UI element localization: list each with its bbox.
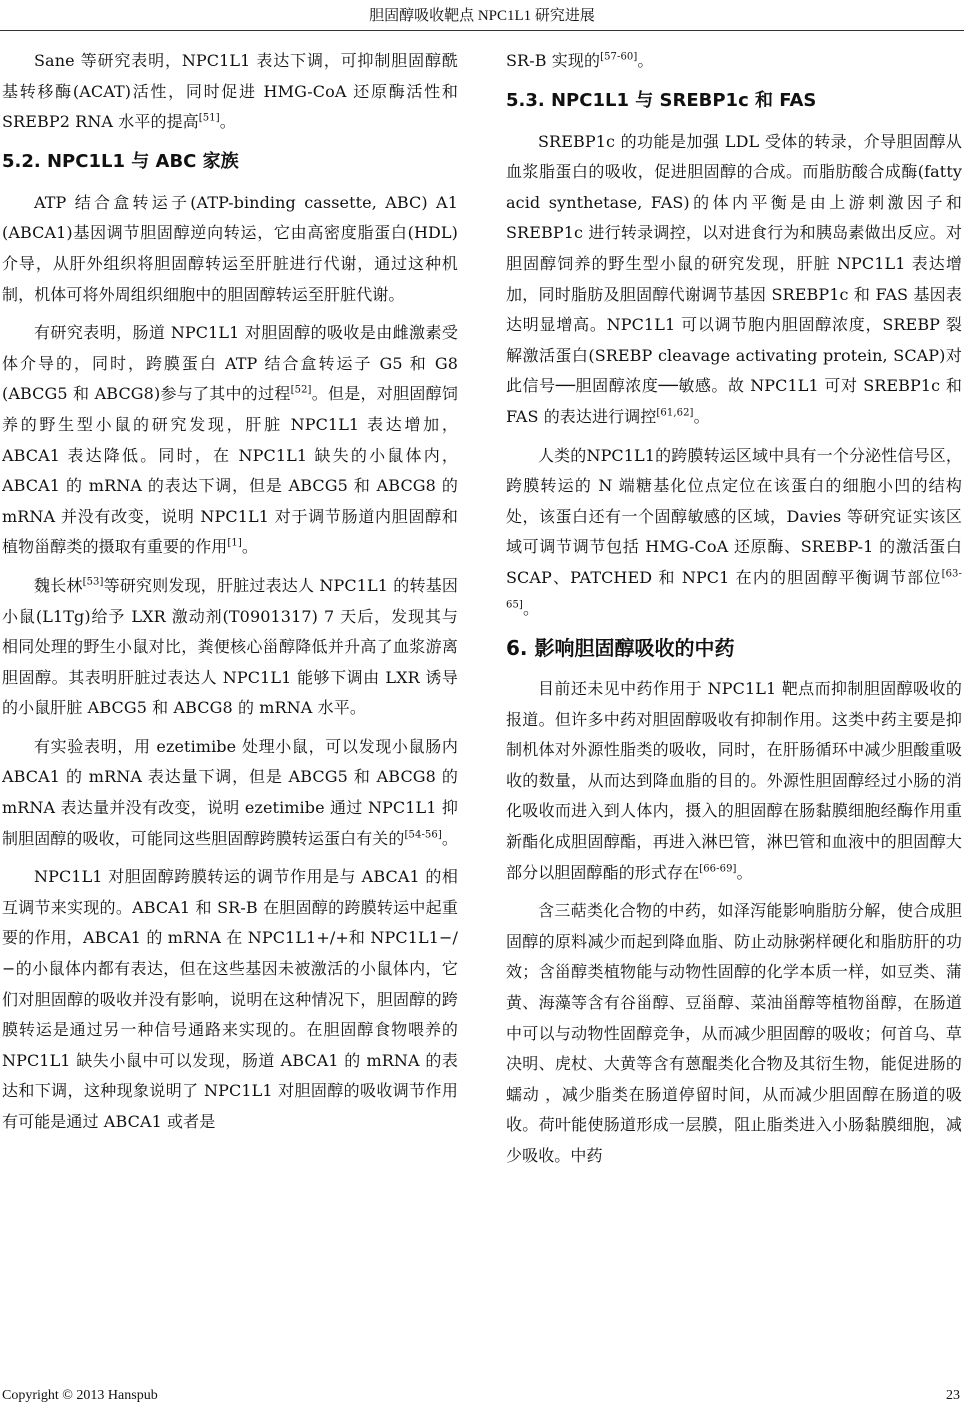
section-heading-5-2: 5.2. NPC1L1 与 ABC 家族 <box>2 150 239 172</box>
paragraph-tail: 。 <box>736 862 753 882</box>
paragraph-srebp1c-fas <box>506 127 962 433</box>
paragraph-ezetimibe <box>2 732 458 854</box>
section-heading-6: 6. 影响胆固醇吸收的中药 <box>506 636 735 661</box>
citation: [63-65] <box>506 568 962 611</box>
paragraph-text: 。但是，对胆固醇饲养的野生型小鼠的研究发现，肝脏 NPC1L1 表达增加，ABCA1 表达降低。同时，在 NPC1L1 缺失的小鼠体内，ABCA1 的 mRNA 的表达下调，但是 ABCG5 和 ABCG8 的 mRNA 并没有改变，说明 NPC1L1 对于调节肠道内胆固醇和植物甾醇类的摄取有重要的作用 <box>2 384 458 557</box>
paragraph-text: SREBP1c 的功能是加强 LDL 受体的转录，介导胆固醇从血浆脂蛋白的吸收，促进胆固醇的合成。而脂肪酸合成酶(fatty acid synthetase, FAS)的体内平衡是由上游刺激因子和 SREBP1c 进行转录调控，以对进食行为和胰岛素做出反应。对胆固醇饲养的野生型小鼠的研究发现，肝脏 NPC1L1 表达增加，同时脂肪及胆固醇代谢调节基因 SREBP1c 和 FAS 基因表达明显增高。NPC1L1 可以调节胞内胆固醇浓度，SREBP 裂解激活蛋白(SREBP cleavage activating protein, SCAP)对此信号──胆固醇浓度──敏感。故 NPC1L1 可对 SREBP1c 和 FAS 的表达进行调控 <box>506 131 962 426</box>
paragraph-l1tg-mice <box>2 571 458 724</box>
paragraph-abca1-srb <box>2 862 458 1137</box>
page-number: 23 <box>946 1388 960 1403</box>
header-divider <box>0 30 964 31</box>
paragraph-text: 等研究则发现，肝脏过表达人 NPC1L1 的转基因小鼠(L1Tg)给予 LXR 激动剂(T0901317) 7 天后，发现其与相同处理的野生小鼠对比，粪便核心甾醇降低并升高了血浆游离胆固醇。其表明肝脏过表达人 NPC1L1 能够下调由 LXR 诱导的小鼠肝脏 ABCG5 和 ABCG8 的 mRNA 水平。 <box>2 575 458 718</box>
paragraph-text: 魏长林 <box>34 575 83 595</box>
citation: [1] <box>227 537 242 549</box>
paragraph-tcm-intro <box>506 674 962 888</box>
citation: [57-60] <box>600 51 638 63</box>
paragraph-text: 含三萜类化合物的中药，如泽泻能影响脂肪分解，使合成胆固醇的原料减少而起到降血脂、防止动脉粥样硬化和脂肪肝的功效；含甾醇类植物能与动物性固醇的化学本质一样，如豆类、蒲黄、海藻等含有谷甾醇、豆甾醇、菜油甾醇等植物甾醇，在肠道中可以与动物性固醇竞争，从而减少胆固醇的吸收；何首乌、草决明、虎杖、大黄等含有蒽醌类化合物及其衍生物，能促进肠的蠕动 ，减少脂类在肠道停留时间，从而减少胆固醇在肠道的吸收。荷叶能使肠道形成一层膜，阻止脂类进入小肠黏膜细胞，减少吸收。中药 <box>506 901 962 1165</box>
section-heading-5-3: 5.3. NPC1L1 与 SREBP1c 和 FAS <box>506 89 817 111</box>
paragraph-text: 目前还未见中药作用于 NPC1L1 靶点而抑制胆固醇吸收的报道。但许多中药对胆固醇吸收有抑制作用。这类中药主要是抑制机体对外源性脂类的吸收，同时，在肝肠循环中减少胆酸重吸收的数量，从而达到降血脂的目的。外源性胆固醇经过小肠的消化吸收而进入到人体内，摄入的胆固醇在肠黏膜细胞经酶作用重新酯化成胆固醇酯，再进入淋巴管，淋巴管和血液中的胆固醇大部分以胆固醇酯的形式存在 <box>506 679 962 882</box>
paragraph-tail: 。 <box>441 828 458 848</box>
paragraph-abca1-intro <box>2 188 458 310</box>
paragraph-text: NPC1L1 对胆固醇跨膜转运的调节作用是与 ABCA1 的相互调节来实现的。ABCA1 和 SR-B 在胆固醇的跨膜转运中起重要的作用，ABCA1 的 mRNA 在 NPC1L1+/+和 NPC1L1−/−的小鼠体内都有表达，但在这些基因未被激活的小鼠体内，它们对胆固醇的吸收并没有影响，说明在这种情况下，胆固醇的跨膜转运是通过另一种信号通路来实现的。在胆固醇食物喂养的 NPC1L1 缺失小鼠中可以发现，肠道 ABCA1 的 mRNA 的表达和下调，这种现象说明了 NPC1L1 对胆固醇的吸收调节作用有可能是通过 ABCA1 或者是 <box>2 867 458 1131</box>
left-column <box>2 46 458 1362</box>
citation: [52] <box>290 385 312 397</box>
paragraph-tail: 。 <box>637 51 654 70</box>
paragraph-text: ATP 结合盒转运子(ATP-binding cassette, ABC) A1 (ABCA1)基因调节胆固醇逆向转运，它由高密度脂蛋白(HDL)介导，从肝外组织将胆固醇转运至肝脏进行代谢，通过这种机制，机体可将外周组织细胞中的胆固醇转运至肝脏代谢。 <box>2 192 458 304</box>
running-header: 胆固醇吸收靶点 NPC1L1 研究进展 <box>369 8 595 24</box>
paragraph-transmembrane-region <box>506 441 962 625</box>
paragraph-acat-regulation <box>2 46 458 138</box>
paragraph-text: SR-B 实现的 <box>506 51 601 70</box>
citation: [61,62] <box>656 407 694 419</box>
paragraph-tail: 。 <box>522 598 540 618</box>
copyright-notice: Copyright © 2013 Hanspub <box>2 1388 158 1403</box>
right-column <box>506 46 962 1362</box>
paragraph-text: Sane 等研究表明，NPC1L1 表达下调，可抑制胆固醇酰基转移酶(ACAT)活性，同时促进 HMG-CoA 还原酶活性和 SREBP2 RNA 水平的提高 <box>2 51 458 132</box>
paragraph-tail: 。 <box>241 537 258 557</box>
paragraph-text: 人类的NPC1L1的跨膜转运区域中具有一个分泌性信号区，跨膜转运的 N 端糖基化位点定位在该蛋白的细胞小凹的结构处，该蛋白还有一个固醇敏感的区域，Davies 等研究证实该区域可调节调节包括 HMG-CoA 还原酶、SREBP-1 的激活蛋白 SCAP、PATCHED 和 NPC1 在内的胆固醇平衡调节部位 <box>506 445 962 587</box>
paragraph-srb-continuation <box>506 46 962 77</box>
citation: [54-56] <box>404 829 442 841</box>
citation: [53] <box>82 576 104 588</box>
paragraph-tail: 。 <box>219 112 236 132</box>
citation: [51] <box>198 112 220 124</box>
paragraph-tcm-compounds <box>506 896 962 1171</box>
citation: [66-69] <box>699 863 737 875</box>
paragraph-tail: 。 <box>693 406 710 426</box>
paragraph-text: 有实验表明，用 ezetimibe 处理小鼠，可以发现小鼠肠内 ABCA1 的 mRNA 表达量下调，但是 ABCG5 和 ABCG8 的 mRNA 表达量并没有改变，说明 ezetimibe 通过 NPC1L1 抑制胆固醇的吸收，可能同这些胆固醇跨膜转运蛋白有关的 <box>2 736 458 848</box>
paragraph-text: 有研究表明，肠道 NPC1L1 对胆固醇的吸收是由雌激素受体介导的，同时，跨膜蛋白 ATP 结合盒转运子 G5 和 G8 (ABCG5 和 ABCG8)参与了其中的过程 <box>2 323 458 404</box>
paragraph-abcg5-g8 <box>2 318 458 563</box>
